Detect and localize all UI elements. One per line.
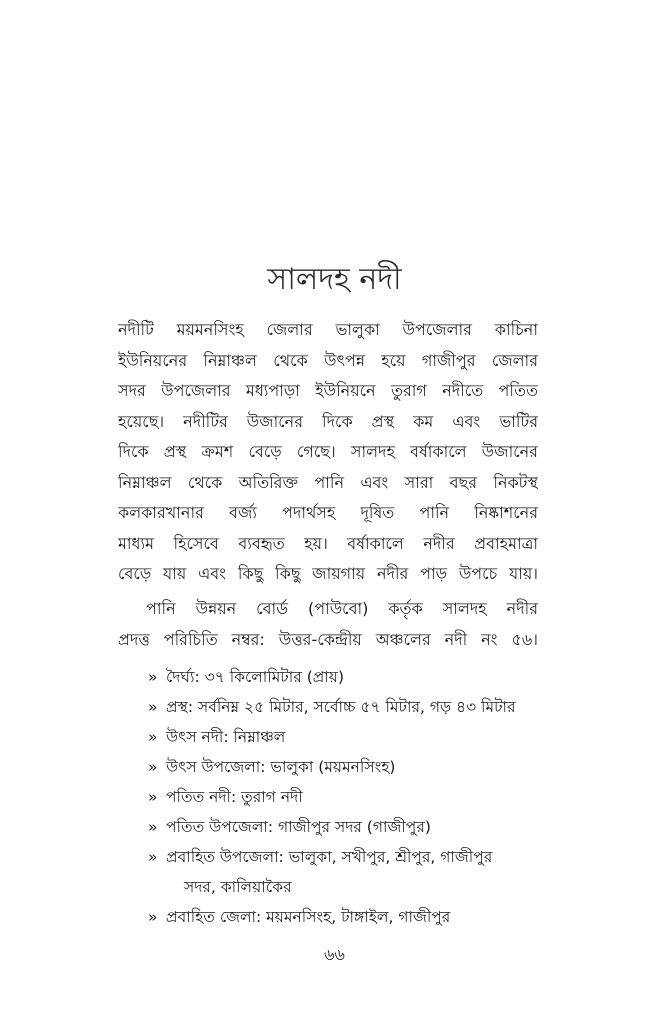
bullet-mark: »	[148, 788, 158, 806]
fact-text: উৎস উপজেলা: ভালুকা (ময়মনসিংহ)	[166, 758, 396, 776]
fact-text: প্রবাহিত উপজেলা: ভালুকা, সখীপুর, শ্রীপুর, গাজীপুর	[166, 848, 493, 866]
fact-outfall-river	[148, 782, 548, 812]
paragraph-line: বেড়ে যায় এবং কিছু কিছু জায়গায় নদীর পাড় উপচে যায়।	[118, 564, 538, 583]
paragraph-line: নিম্নাঞ্চল থেকে অতিরিক্ত পানি এবং সারা বছর নিকটস্থ	[118, 472, 538, 492]
fact-text: প্রস্থ: সর্বনিম্ন ২৫ মিটার, সর্বোচ্চ ৫৭ মিটার, গড় ৪৩ মিটার	[166, 698, 516, 716]
bullet-mark: »	[148, 758, 158, 776]
paragraph-line: কলকারখানার বর্জ্য পদার্থসহ দূষিত পানি নিষ্কাশনের	[118, 503, 538, 522]
fact-length	[148, 662, 548, 692]
bullet-mark: »	[148, 818, 158, 836]
paragraph-line: ইউনিয়নের নিম্নাঞ্চল থেকে উৎপন্ন হয়ে গাজীপুর জেলার	[118, 350, 538, 370]
paragraph-description	[118, 315, 538, 590]
paragraph-line: মাধ্যম হিসেবে ব্যবহৃত হয়। বর্ষাকালে নদীর প্রবাহমাত্রা	[118, 533, 538, 553]
paragraph-line: পানি উন্নয়ন বোর্ড (পাউবো) কর্তৃক সালদহ নদীর	[146, 599, 538, 618]
page-title: সালদহ নদী	[267, 262, 402, 297]
fact-source-upazila	[148, 752, 548, 782]
paragraph-line: নদীটি ময়মনসিংহ জেলার ভালুকা উপজেলার কাচিনা	[118, 320, 538, 339]
fact-source-river	[148, 722, 548, 752]
bullet-mark: »	[148, 848, 158, 866]
bullet-mark: »	[148, 728, 158, 746]
fact-text-continuation: সদর, কালিয়াকৈর	[184, 878, 292, 896]
paragraph-identification	[118, 594, 538, 655]
paragraph-line: দিকে প্রস্থ ক্রমশ বেড়ে গেছে। সালদহ বর্ষাকালে উজানের	[118, 442, 538, 461]
river-facts-list	[148, 662, 548, 932]
page-number: ৬৬	[324, 945, 345, 964]
paragraph-line: সদর উপজেলার মধ্যপাড়া ইউনিয়নে তুরাগ নদীতে পতিত	[118, 381, 538, 400]
fact-text: উৎস নদী: নিম্নাঞ্চল	[166, 728, 286, 746]
fact-width	[148, 692, 548, 722]
fact-text: প্রবাহিত জেলা: ময়মনসিংহ, টাঙ্গাইল, গাজীপুর	[166, 908, 451, 926]
fact-outfall-upazila	[148, 812, 548, 842]
bullet-mark: »	[148, 668, 158, 686]
paragraph-line: হয়েছে। নদীটির উজানের দিকে প্রস্থ কম এবং ভাটির	[118, 411, 538, 431]
fact-text: দৈর্ঘ্য: ৩৭ কিলোমিটার (প্রায়)	[166, 668, 344, 686]
paragraph-line: প্রদত্ত পরিচিতি নম্বর: উত্তর-কেন্দ্রীয় অঞ্চলের নদী নং ৫৬।	[118, 629, 538, 649]
fact-text: পতিত উপজেলা: গাজীপুর সদর (গাজীপুর)	[166, 818, 431, 836]
fact-flowing-districts	[148, 902, 548, 932]
bullet-mark: »	[148, 908, 158, 926]
fact-flowing-upazilas	[148, 842, 548, 902]
bullet-mark: »	[148, 698, 158, 716]
fact-text: পতিত নদী: তুরাগ নদী	[166, 788, 303, 806]
